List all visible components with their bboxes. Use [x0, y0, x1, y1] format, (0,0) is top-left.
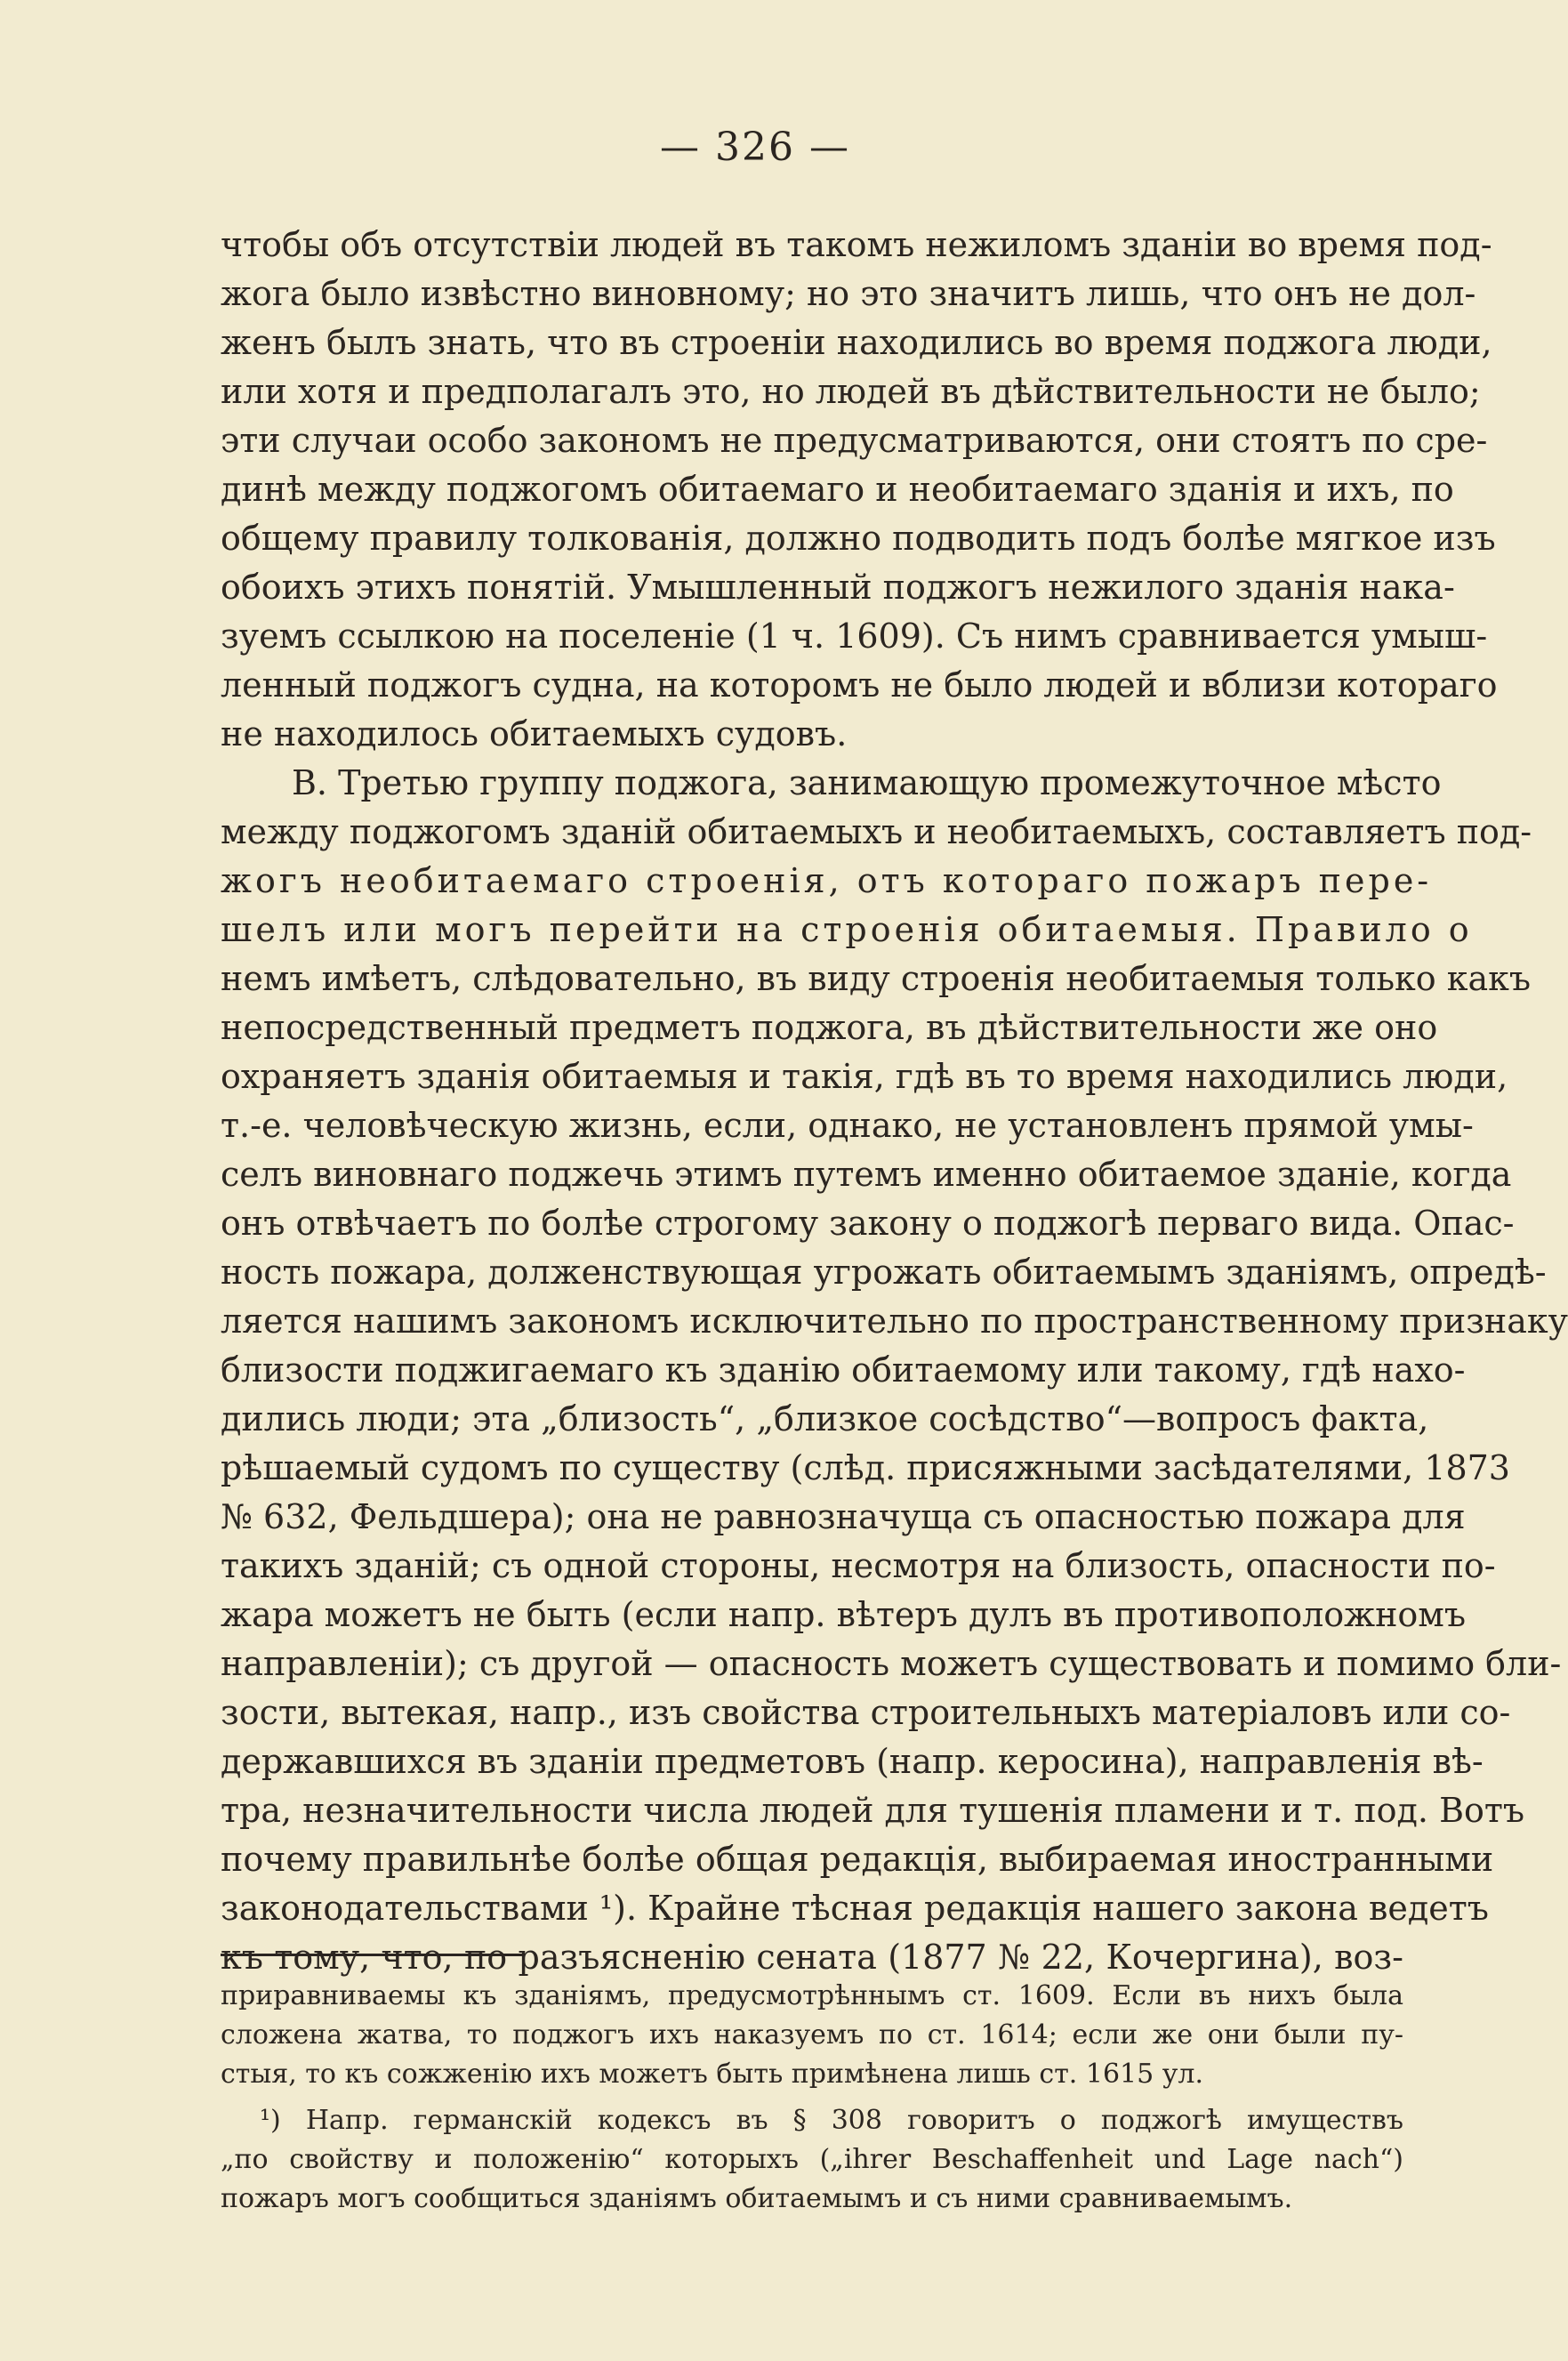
text-line: № 632, Фельдшера); она не равнозначуща съ опасностью пожара для: [221, 1497, 1466, 1536]
text-line: шелъ или могъ перейти на строенія обитаемыя. Правило о: [221, 910, 1473, 949]
text-line: чтобы объ отсутствіи людей въ такомъ нежиломъ зданіи во время под-: [221, 225, 1492, 264]
footnote-divider: [221, 1954, 523, 1956]
text-line: онъ отвѣчаетъ по болѣе строгому закону о поджогѣ перваго вида. Опас-: [221, 1204, 1515, 1243]
text-line: динѣ между поджогомъ обитаемаго и необитаемаго зданія и ихъ, по: [221, 470, 1454, 509]
text-line: В. Третью группу поджога, занимающую промежуточное мѣсто: [292, 763, 1442, 802]
text-line: зости, вытекая, напр., изъ свойства строительныхъ матеріаловъ или со-: [221, 1693, 1511, 1732]
footnote-line: ¹) Напр. германскій кодексъ въ § 308 говоритъ о поджогѣ имуществъ: [260, 2105, 1403, 2136]
main-text: [221, 221, 1568, 1982]
text-line: жара можетъ не быть (если напр. вѣтеръ дулъ въ противоположномъ: [221, 1595, 1467, 1634]
text-line: близости поджигаемаго къ зданію обитаемому или такому, гдѣ нахо-: [221, 1350, 1466, 1390]
text-line: охраняетъ зданія обитаемыя и такія, гдѣ въ то время находились люди,: [221, 1057, 1508, 1096]
text-line: направленіи); съ другой — опасность можетъ существовать и помимо бли-: [221, 1644, 1562, 1683]
text-line: тра, незначительности числа людей для тушенія пламени и т. под. Вотъ: [221, 1791, 1525, 1830]
footnote-gap: [221, 2094, 1403, 2101]
text-line: обоихъ этихъ понятій. Умышленный поджогъ нежилого зданія нака-: [221, 568, 1455, 607]
text-line: законодательствами ¹). Крайне тѣсная редакція нашего закона ведетъ: [221, 1889, 1489, 1928]
footnote-line: „по свойству и положенію“ которыхъ („ihrer Beschaffenheit und Lage nach“): [221, 2144, 1403, 2175]
text-line: дились люди; эта „близость“, „близкое сосѣдство“—вопросъ факта,: [221, 1399, 1429, 1438]
text-line: такихъ зданій; съ одной стороны, несмотря на близость, опасности по-: [221, 1546, 1496, 1585]
text-line: зуемъ ссылкою на поселеніе (1 ч. 1609). Съ нимъ сравнивается умыш-: [221, 616, 1488, 656]
footnotes: [221, 1977, 1403, 2219]
text-line: или хотя и предполагалъ это, но людей въ дѣйствительности не было;: [221, 372, 1481, 411]
footnote-line: сложена жатва, то поджогъ ихъ наказуемъ по ст. 1614; если же они были пу-: [221, 2019, 1403, 2051]
text-line: жогъ необитаемаго строенія, отъ котораго пожаръ пере-: [221, 861, 1433, 900]
footnote-line: приравниваемы къ зданіямъ, предусмотрѣннымъ ст. 1609. Если въ нихъ была: [221, 1980, 1403, 2011]
text-line: почему правильнѣе болѣе общая редакція, выбираемая иностранными: [221, 1840, 1494, 1879]
text-line: между поджогомъ зданій обитаемыхъ и необитаемыхъ, составляетъ под-: [221, 812, 1532, 851]
text-line: ность пожара, долженствующая угрожать обитаемымъ зданіямъ, опредѣ-: [221, 1253, 1547, 1292]
text-line: ленный поджогъ судна, на которомъ не было людей и вблизи котораго: [221, 665, 1498, 705]
text-line: женъ былъ знать, что въ строеніи находились во время поджога люди,: [221, 323, 1492, 362]
text-line: жога было извѣстно виновному; но это значитъ лишь, что онъ не дол-: [221, 274, 1476, 313]
text-line: общему правилу толкованія, должно подводить подъ болѣе мягкое изъ: [221, 519, 1496, 558]
text-line: державшихся въ зданіи предметовъ (напр. керосина), направленія вѣ-: [221, 1742, 1484, 1781]
text-line: эти случаи особо закономъ не предусматриваются, они стоятъ по сре-: [221, 421, 1488, 460]
footnote-line: стыя, то къ сожженію ихъ можетъ быть примѣнена лишь ст. 1615 ул.: [221, 2059, 1204, 2090]
text-line: ляется нашимъ закономъ исключительно по пространственному признаку: [221, 1301, 1568, 1341]
text-line: селъ виновнаго поджечь этимъ путемъ именно обитаемое зданіе, когда: [221, 1155, 1512, 1194]
text-line: рѣшаемый судомъ по существу (слѣд. присяжными засѣдателями, 1873: [221, 1448, 1510, 1487]
text-line: къ тому, что, по разъясненію сената (1877 № 22, Кочергина), воз-: [221, 1938, 1403, 1977]
page-number: — 326 —: [660, 125, 850, 170]
text-line: т.-е. человѣческую жизнь, если, однако, не установленъ прямой умы-: [221, 1106, 1474, 1145]
text-line: не находилось обитаемыхъ судовъ.: [221, 714, 848, 753]
footnote-line: пожаръ могъ сообщиться зданіямъ обитаемымъ и съ ними сравниваемымъ.: [221, 2183, 1293, 2214]
text-line: непосредственный предметъ поджога, въ дѣйствительности же оно: [221, 1008, 1438, 1047]
text-line: немъ имѣетъ, слѣдовательно, въ виду строенія необитаемыя только какъ: [221, 959, 1532, 998]
